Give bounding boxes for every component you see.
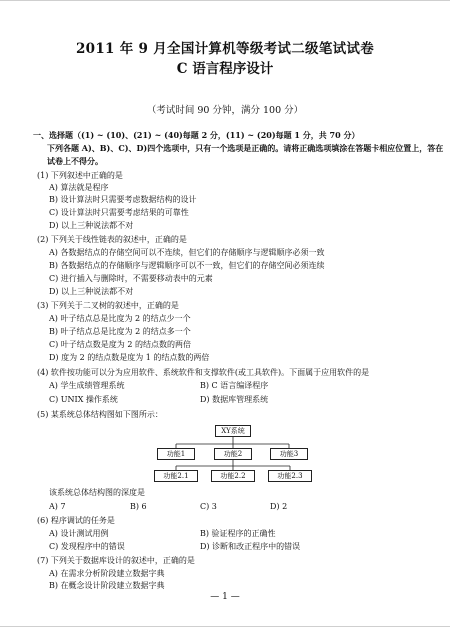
diagram-node-function-3: 功能3 [270, 448, 308, 460]
exam-title: 2011 年 9 月全国计算机等级考试二级笔试试卷 [75, 41, 375, 57]
diagram-node-function-2-2: 功能2.2 [211, 470, 255, 482]
question-7-option-a: A) 在需求分析阶段建立数据字典 [49, 569, 165, 578]
question-6-option-a: A) 设计测试用例 [49, 529, 109, 538]
question-5-option-c: C) 3 [200, 502, 217, 511]
question-3-option-a: A) 叶子结点总是比度为 2 的结点少一个 [49, 314, 191, 323]
section-instruction-line2: 试卷上不得分。 [47, 156, 103, 166]
question-4-option-a: A) 学生成绩管理系统 [49, 381, 125, 390]
diagram-node-function-2: 功能2 [214, 448, 252, 460]
question-2-option-c: C) 进行插入与删除时，不需要移动表中的元素 [49, 274, 213, 283]
question-4-option-b: B) C 语言编译程序 [200, 381, 269, 390]
question-4-stem: (4) 软件按功能可以分为应用软件、系统软件和支撑软件(或工具软件)。下面属于应用软件的是 [37, 368, 370, 377]
question-2-stem: (2) 下列关于线性链表的叙述中，正确的是 [37, 235, 187, 244]
exam-info: （考试时间 90 分钟，满分 100 分） [146, 105, 304, 116]
question-4-option-d: D) 数据库管理系统 [200, 395, 269, 404]
question-5-option-a: A) 7 [49, 502, 66, 511]
question-2-option-b: B) 各数据结点的存储顺序与逻辑顺序可以不一致，但它们的存储空间必须连续 [49, 261, 325, 270]
question-4-option-c: C) UNIX 操作系统 [49, 395, 118, 404]
question-1-option-b: B) 设计算法时只需要考虑数据结构的设计 [49, 195, 197, 204]
question-3-stem: (3) 下列关于二叉树的叙述中，正确的是 [37, 301, 179, 310]
question-2-option-d: D) 以上三种说法都不对 [49, 287, 134, 296]
diagram-node-function-2-3: 功能2.3 [268, 470, 312, 482]
diagram-node-function-1: 功能1 [157, 448, 195, 460]
diagram-node-function-2-1: 功能2.1 [154, 470, 198, 482]
question-1-option-d: D) 以上三种说法都不对 [49, 221, 134, 230]
question-6-option-b: B) 验证程序的正确性 [200, 529, 276, 538]
exam-subject: C 语言程序设计 [176, 61, 274, 77]
question-2-option-a: A) 各数据结点的存储空间可以不连续，但它们的存储顺序与逻辑顺序必须一致 [49, 248, 325, 257]
question-7-stem: (7) 下列关于数据库设计的叙述中，正确的是 [37, 556, 195, 565]
question-1-option-c: C) 设计算法时只需要考虑结果的可靠性 [49, 208, 189, 217]
section-instruction-line1: 下列各题 A)、B)、C)、D)四个选项中，只有一个选项是正确的。请将正确选项填涂在答题卡相应位置上，答在 [47, 143, 444, 153]
question-3-option-c: C) 叶子结点数是度为 2 的结点数的两倍 [49, 340, 191, 349]
section-heading: 一、选择题（(1) ~ (10)、(21) ~ (40)每题 2 分，(11) ~ (20)每题 1 分，共 70 分） [33, 130, 360, 140]
question-3-option-b: B) 叶子结点总是比度为 2 的结点多一个 [49, 327, 191, 336]
question-1-option-a: A) 算法就是程序 [49, 183, 109, 192]
question-6-option-d: D) 诊断和改正程序中的错误 [200, 542, 301, 551]
diagram-root-node: XY系统 [215, 425, 251, 437]
question-5-option-d: D) 2 [270, 502, 288, 511]
question-6-option-c: C) 发现程序中的错误 [49, 542, 125, 551]
question-1-stem: (1) 下列叙述中正确的是 [37, 171, 123, 180]
question-7-option-b: B) 在概念设计阶段建立数据字典 [49, 581, 165, 590]
question-3-option-d: D) 度为 2 的结点数是度为 1 的结点数的两倍 [49, 353, 210, 362]
question-5-stem: (5) 某系统总体结构图如下图所示： [37, 410, 163, 419]
question-5-option-b: B) 6 [130, 502, 147, 511]
question-6-stem: (6) 程序调试的任务是 [37, 516, 115, 525]
page-number: — 1 — [210, 592, 240, 602]
question-5-question: 该系统总体结构图的深度是 [49, 488, 145, 497]
